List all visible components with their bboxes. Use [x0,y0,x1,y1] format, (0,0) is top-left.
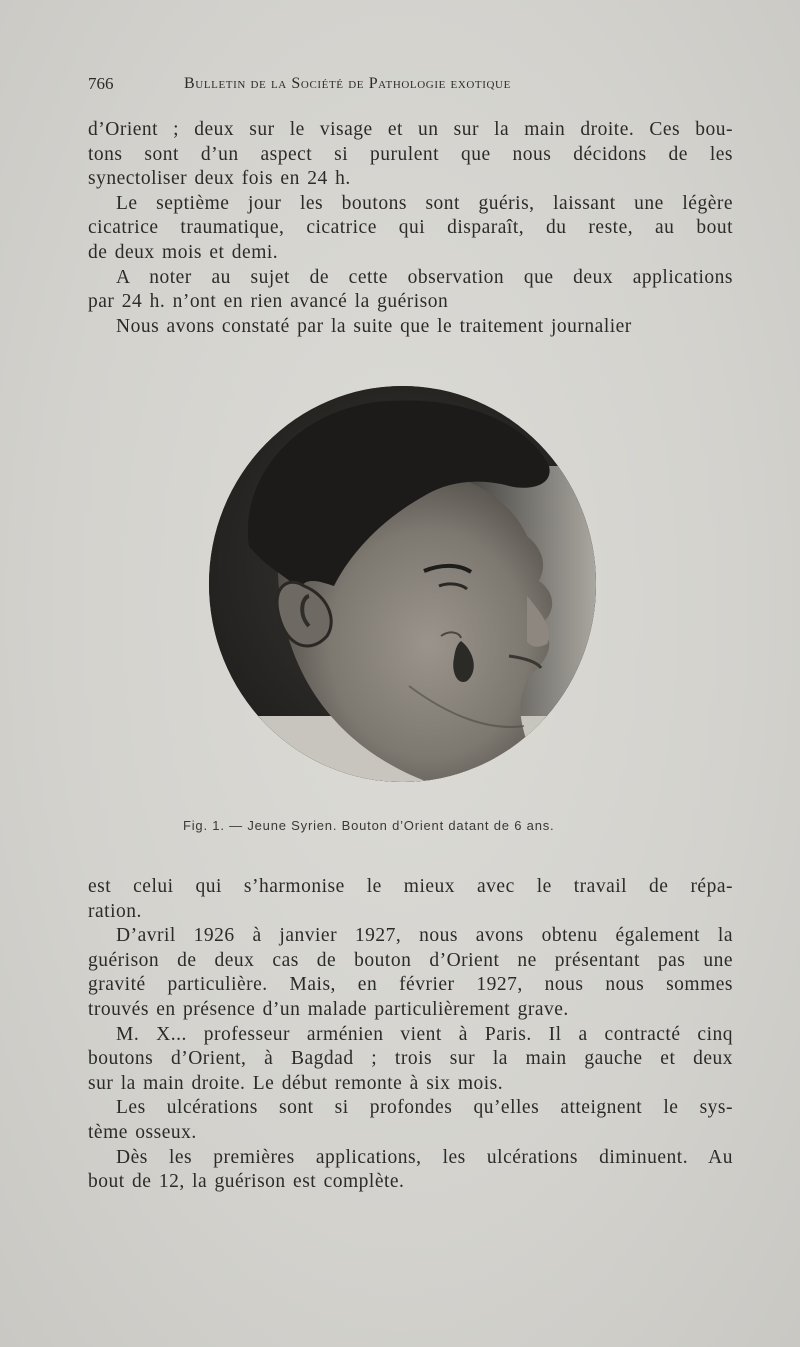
text-line: Le septième jour les boutons sont guéris, laissant une légère [116,192,733,214]
text-line: Dès les premières applications, les ulcérations diminuent. Au [116,1146,733,1168]
running-title: Bulletin de la Société de Pathologie exotique [184,75,511,92]
text-line: sur la main droite. Le début remonte à six mois. [88,1072,504,1094]
text-line: trouvés en présence d’un malade particulièrement grave. [88,998,569,1020]
text-line: guérison de deux cas de bouton d’Orient ne présentant pas une [88,949,733,971]
text-line: gravité particulière. Mais, en février 1927, nous nous sommes [88,974,733,996]
body-text-bottom [88,875,733,1195]
text-line: tons sont d’un aspect si purulent que nous décidons de les [88,143,733,165]
body-text-top [88,118,733,339]
text-line: tème osseux. [88,1121,197,1143]
text-line: bout de 12, la guérison est complète. [88,1171,405,1193]
text-line: de deux mois et demi. [88,241,279,263]
text-line: synectoliser deux fois en 24 h. [88,168,351,190]
text-line: Nous avons constaté par la suite que le traitement journalier [116,315,632,337]
page-number: 766 [88,74,114,93]
figure-caption: Fig. 1. — Jeune Syrien. Bouton d’Orient datant de 6 ans. [183,818,555,833]
figure-photograph [209,386,596,782]
text-line: boutons d’Orient, à Bagdad ; trois sur la main gauche et deux [88,1048,733,1070]
portrait-photo [209,386,596,782]
text-line: d’Orient ; deux sur le visage et un sur la main droite. Ces bou- [88,119,733,140]
text-line: Les ulcérations sont si profondes qu’elles atteignent le sys- [116,1097,733,1119]
text-line: A noter au sujet de cette observation que deux applications [116,266,733,288]
text-line: par 24 h. n’ont en rien avancé la guérison [88,291,449,313]
text-line: est celui qui s’harmonise le mieux avec le travail de répa- [88,876,733,897]
text-line: D’avril 1926 à janvier 1927, nous avons obtenu également la [116,925,733,947]
text-line: M. X... professeur arménien vient à Paris. Il a contracté cinq [116,1023,733,1045]
text-line: cicatrice traumatique, cicatrice qui disparaît, du reste, au bout [88,217,733,239]
text-line: ration. [88,900,142,922]
page-header [88,74,733,98]
